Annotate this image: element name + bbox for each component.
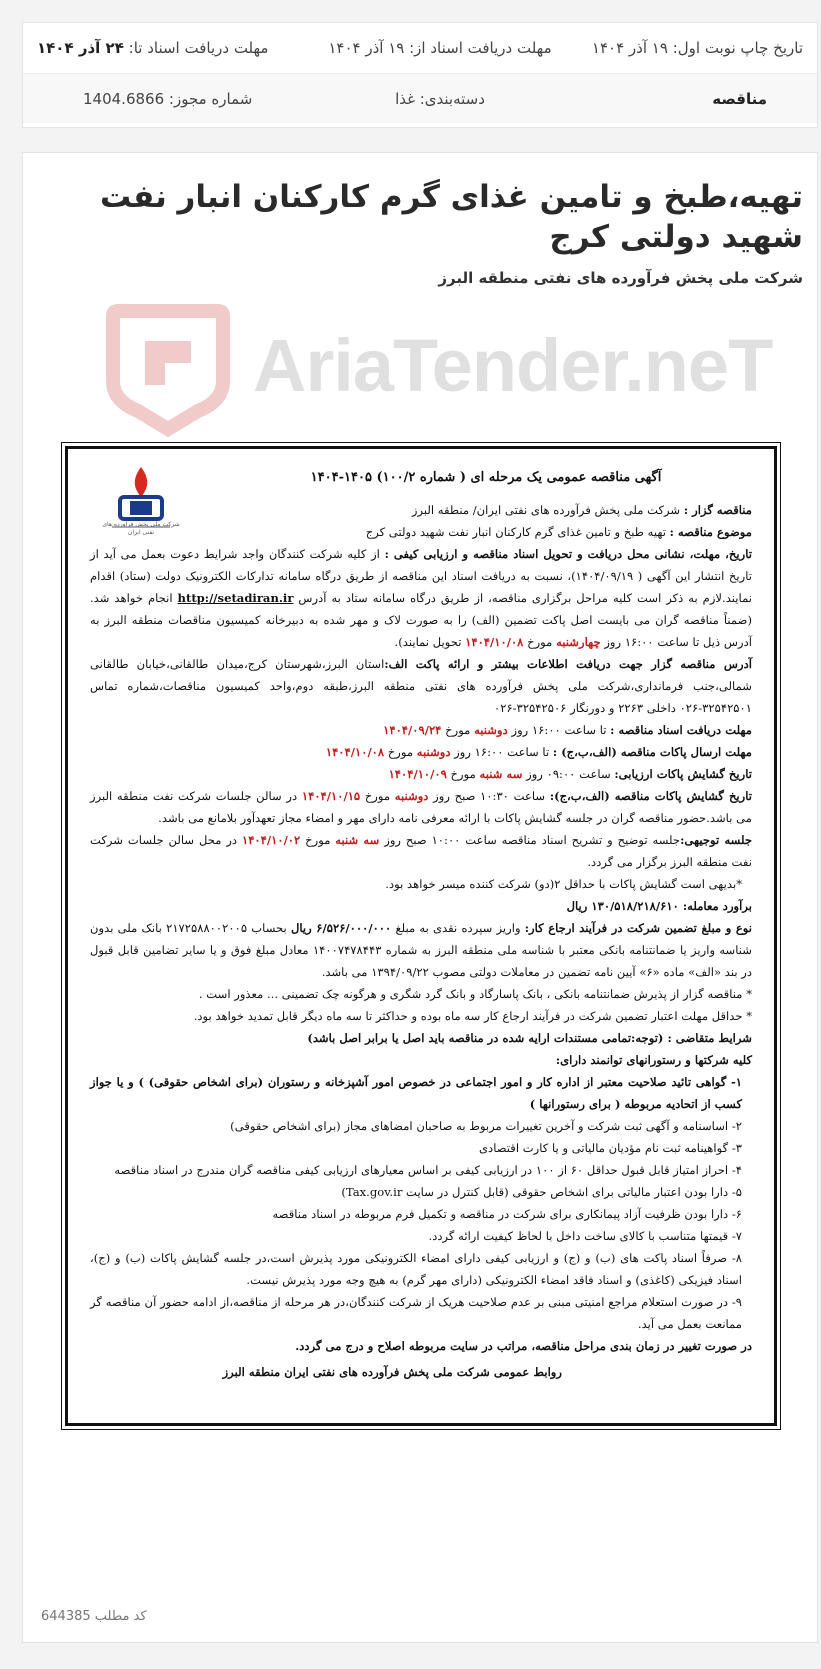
guarantee-note-validity: * حداقل مهلت اعتبار تضمین شرکت در فرآیند ارجاع کار سه ماه بوده و حداکثر تا سه ماه دیگر قابل تمدید خواهد بود. [193,1009,752,1023]
briefing-session: جلسه توجیهی:جلسه توضیح و تشریح اسناد مناقصه ساعت ۱۰:۰۰ صبح روز سه شنبه مورخ ۱۴۰۴/۱۰/۰۲ در محل سالن جلسات شرکت نفت منطقه البرز برگزار می گردد. [90,833,753,869]
meta-row [23,73,817,123]
transaction-estimate: برآورد معامله: ۱۳۰/۵۱۸/۲۱۸/۶۱۰ ریال [566,899,752,913]
article-code: کد مطلب 644385 [41,1609,147,1624]
watermark-logo-icon [103,301,233,439]
documents-paragraph: تاریخ، مهلت، نشانی محل دریافت و تحویل اسناد مناقصه و ارزیابی کیفی : از کلیه شرکت کنندگان واجد شرایط دعوت بعمل می آید از تاریخ انتشار این آگهی ( ۱۴۰۴/۰۹/۱۹)، نسبت به دریافت اسناد این مناقصه از طریق درگاه سامانه تدارکات الکترونیک دولت (ستاد) اقدام نمایند.لازم به ذکر است کلیه مراحل برگزاری مناقصه، از طریق درگاه سامانه ستاد به آدرس http://setadiran.ir انجام خواهد شد.(ضمناً مناقصه گران می بایست اصل پاکت تضمین (الف) را به صورت لاک و مهر شده به دبیرخانه کمیسیون مناقصات منطقه البرز به آدرس ذیل تا ساعت ۱۶:۰۰ روز چهارشنبه مورخ ۱۴۰۴/۱۰/۰۸ تحویل نمایند). [90,547,752,649]
list-item: ۱- گواهی تائید صلاحیت معتبر از اداره کار و امور اجتماعی در خصوص امور آشپزخانه و رستوران (برای اشخاص حقوقی) ) و یا جواز کسب از اتحادیه مربوطه ( برای رستورانها ) [90,1075,742,1111]
list-item: ۴- احراز امتیاز قابل قبول حداقل ۶۰ از ۱۰۰ در ارزیابی کیفی بر اساس معیارهای ارزیابی کیفی مناقصه گران مندرج در اسناد مناقصه [114,1163,742,1177]
permit-number: شماره مجوز: 1404.6866 [83,89,253,108]
requirements-intro: کلیه شرکتها و رستورانهای توانمند دارای: [555,1053,752,1067]
requirements-list [90,1071,752,1335]
logo-caption: شرکت ملی پخش فرآورده های نفتی ایران [102,521,180,536]
deadline-receive: مهلت دریافت اسناد مناقصه : تا ساعت ۱۶:۰۰ روز دوشنبه مورخ ۱۴۰۴/۰۹/۲۴ [383,723,752,737]
minimum-bidders-note: *بدیهی است گشایش پاکات با حداقل ۲(دو) شرکت کننده میسر خواهد بود. [385,877,742,891]
deadline-submit: مهلت ارسال پاکات مناقصه (الف،ب،ج) : تا ساعت ۱۶:۰۰ روز دوشنبه مورخ ۱۴۰۴/۱۰/۰۸ [325,745,752,759]
guarantee-paragraph: نوع و مبلغ تضمین شرکت در فرآیند ارجاع کار: واریز سپرده نقدی به مبلغ ۶/۵۲۶/۰۰۰/۰۰۰ ریال بحساب ۲۱۷۲۵۸۸۰۰۲۰۰۵ بانک ملی بدون شناسه واریز یا ضمانتنامه بانکی معتبر با شناسه ملی منطقه البرز به شماره ۱۴۰۰۷۴۷۸۴۴۳ معادل مبلغ فوق و یا سایر تضامین قابل قبول در بند «الف» ماده «۶» آیین نامه تضمین در معاملات دولتی مصوب ۱۳۹۴/۰۹/۲۲ می باشد. [90,921,753,979]
envelope-opening: تاریخ گشایش پاکات مناقصه (الف،ب،ج): ساعت ۱۰:۳۰ صبح روز دوشنبه مورخ ۱۴۰۴/۱۰/۱۵ در سالن جلسات شرکت نفت منطقه البرز می باشد.حضور مناقصه گران در جلسه گشایش پاکات با ارائه معرفی نامه دارای مهر و امضاء مجاز تعهدآور بلامانع می باشد. [90,789,753,825]
notice-header: آگهی مناقصه عمومی یک مرحله ای ( شماره ۱۰۰/۲) ۱۴۰۵-۱۴۰۴ [310,470,662,485]
tender-main-card [22,152,818,1643]
requirements-heading: شرایط متقاضی : (توجه:تمامی مستندات ارایه شده در مناقصه باید اصل یا برابر اصل باشد) [307,1031,752,1045]
watermark [83,301,783,439]
tender-category: دسته‌بندی: غذا [395,89,485,108]
receive-from-date: مهلت دریافت اسناد از: ۱۹ آذر ۱۴۰۴ [328,39,552,57]
tender-notice-scan [65,446,777,1426]
watermark-text: AriaTender.neT [253,324,773,407]
subject-line: موضوع مناقصه : تهیه طبخ و تامین غذای گرم کارکنان انبار نفت شهید دولتی کرج [365,525,752,539]
list-item: ۷- قیمتها متناسب با کالای ساخت داخل با لحاظ کیفیت ارائه گردد. [428,1229,742,1243]
organizer-line: مناقصه گزار : شرکت ملی پخش فرآورده های نفتی ایران/ منطقه البرز [411,503,752,517]
organizer-name: شرکت ملی پخش فرآورده های نفتی منطقه البرز [438,269,803,287]
tender-info-card [22,22,818,128]
signature: روابط عمومی شرکت ملی پخش فرآورده های نفتی ایران منطقه البرز [222,1365,562,1379]
tender-type: مناقصه [712,89,767,108]
list-item: ۸- صرفاً اسناد پاکت های (ب) و (ج) و ارزیابی کیفی دارای امضاء الکترونیکی مورد پذیرش است،در جلسه گشایش پاکات (ب) و (ج)، اسناد فیزیکی (کاغذی) و اسناد فاقد امضاء الکترونیکی (دارای مهر گرم) به هیچ وجه مورد پذیرش نیست. [90,1251,742,1287]
setadiran-link[interactable]: http://setadiran.ir [177,591,294,605]
evaluation-opening: تاریخ گشایش پاکات ارزیابی: ساعت ۰۹:۰۰ روز سه شنبه مورخ ۱۴۰۴/۱۰/۰۹ [388,767,752,781]
list-item: ۵- دارا بودن اعتبار مالیاتی برای اشخاص حقوقی (قابل کنترل در سایت Tax.gov.ir) [341,1185,742,1199]
list-item: ۳- گواهینامه ثبت نام مؤدیان مالیاتی و یا کارت اقتصادی [478,1141,742,1155]
dates-row [23,23,817,73]
list-item: ۹- در صورت استعلام مراجع امنیتی مبنی بر عدم صلاحیت هریک از شرکت کنندگان،در هر مرحله از مناقصه،از ادامه حضور آن مناقصه گر ممانعت بعمل می آید. [90,1295,742,1331]
address-paragraph: آدرس مناقصه گزار جهت دریافت اطلاعات بیشتر و ارائه پاکت الف:استان البرز،شهرستان کرج،میدان طالقانی،خیابان طالقانی شمالی،جنب فرمانداری،شرکت ملی پخش فرآورده های نفتی منطقه البرز،طبقه دوم،واحد کمیسیون مناقصات،شماره تماس ۳۲۵۴۲۵۰۱-۰۲۶ داخلی ۲۲۶۳ و دورنگار ۳۲۵۴۲۵۰۶-۰۲۶ [90,657,752,715]
guarantee-note-banks: * مناقصه گزار از پذیرش ضمانتنامه بانکی ، بانک پاسارگاد و بانک گرد شگری و هرگونه چک تضمینی ... معذور است . [198,987,752,1001]
print-date: تاریخ چاپ نوبت اول: ۱۹ آذر ۱۴۰۴ [591,39,803,57]
list-item: ۲- اساسنامه و آگهی ثبت شرکت و آخرین تغییرات مربوط به صاحبان امضاهای مجاز (برای اشخاص حقوقی) [230,1119,742,1133]
receive-until-date: مهلت دریافت اسناد تا: ۲۴ آذر ۱۴۰۴ [37,39,269,57]
list-item: ۶- دارا بودن ظرفیت آزاد پیمانکاری برای شرکت در مناقصه و تکمیل فرم مربوطه در اسناد مناقصه [272,1207,742,1221]
page-title: تهیه،طبخ و تامین غذای گرم کارکنان انبار نفت شهید دولتی کرج [100,179,803,255]
schedule-change-note: در صورت تغییر در زمان بندی مراحل مناقصه، مراتب در سایت مربوطه اصلاح و درج می گردد. [295,1339,752,1353]
